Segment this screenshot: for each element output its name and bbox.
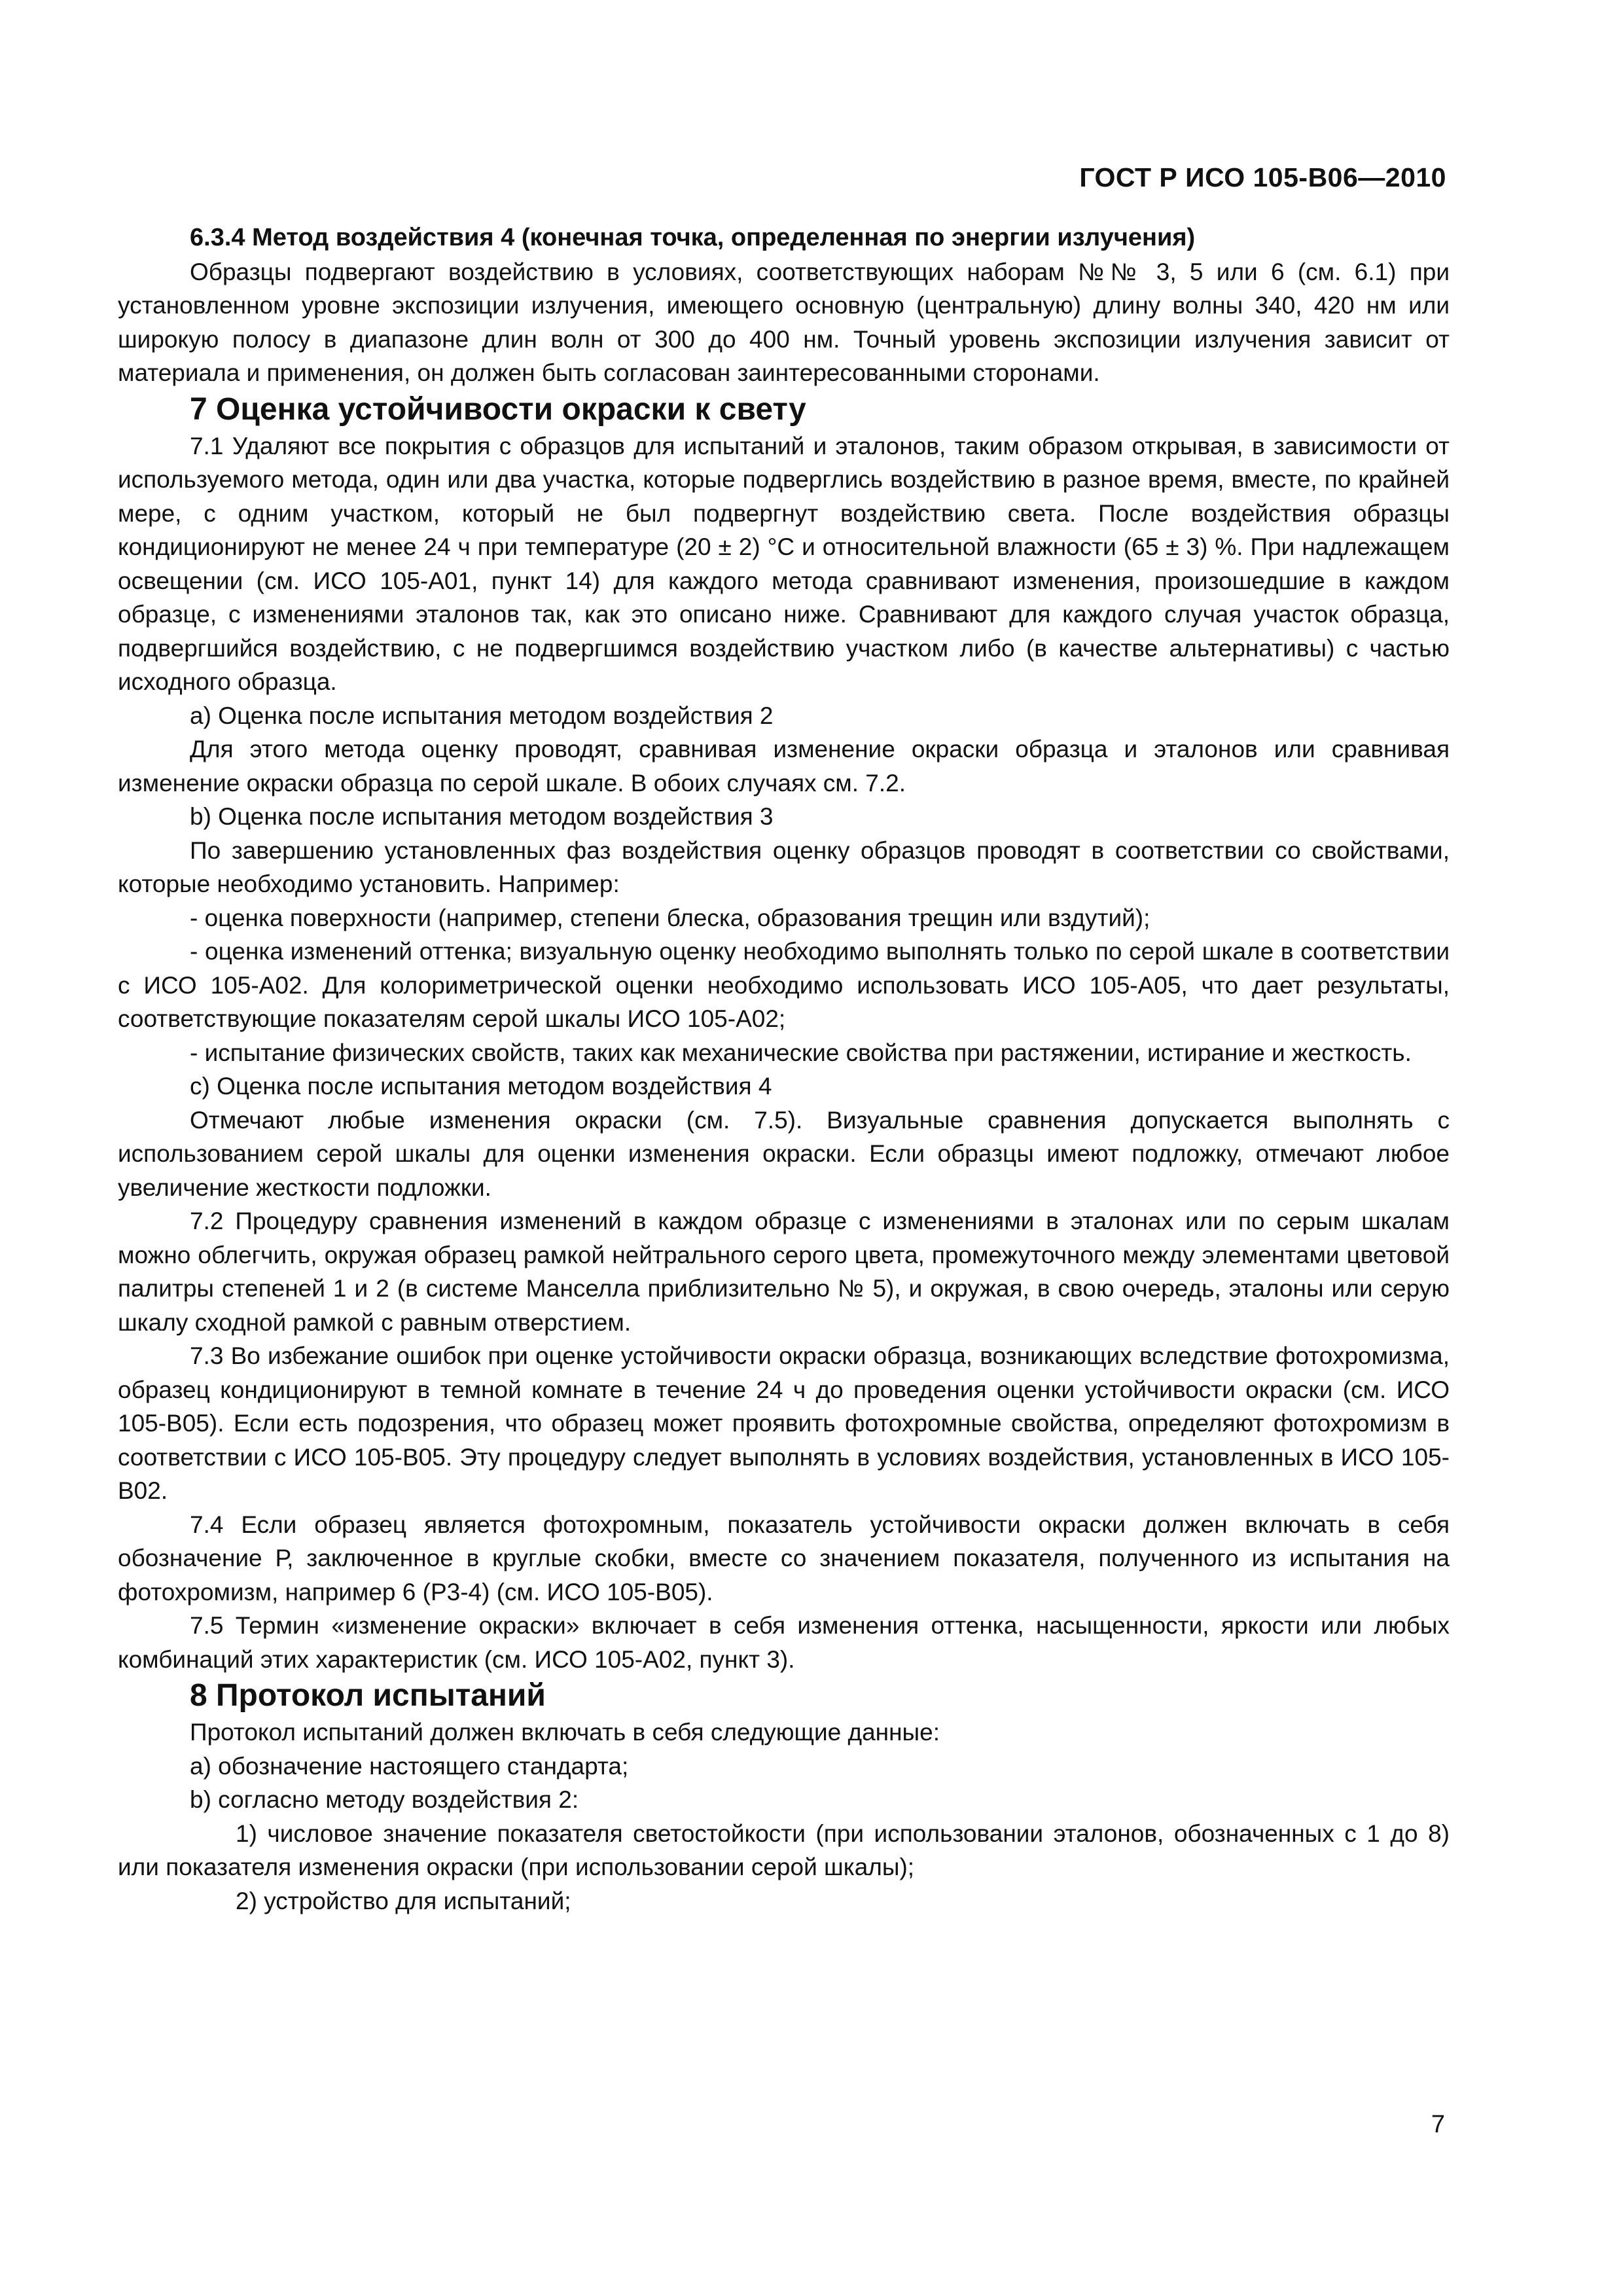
item-b-bullet-3: - испытание физических свойств, таких как механические свойства при растяжении, истирание и жесткость. [190,1039,1412,1066]
paragraph-7-3: 7.3 Во избежание ошибок при оценке устойчивости окраски образца, возникающих вследствие фотохромизма, образец кондиционируют в темной комнате в течение 24 ч до проведения оценки устойчивости окраски (см. ИСО 105-В05). Если есть подозрения, что образец может проявить фотохромные свойства, определяют фотохромизм в соответствии с ИСО 105-В05. Эту процедуру следует выполнять в условиях воздействия, установленных в ИСО 105-В02. [118,1342,1450,1504]
item-b-text: По завершению установленных фаз воздействия оценку образцов проводят в соответствии со свойствами, которые необходимо установить. Например: [118,836,1450,897]
paragraph-7-5: 7.5 Термин «изменение окраски» включает в себя изменения оттенка, насыщенности, яркости или любых комбинаций этих характеристик (см. ИСО 105-А02, пункт 3). [118,1612,1450,1673]
item-b-title: b) Оценка после испытания методом воздействия 3 [190,803,774,830]
item-b-bullet-2: - оценка изменений оттенка; визуальную оценку необходимо выполнять только по серой шкале в соответствии с ИСО 105-А02. Для колориметрической оценки необходимо использовать ИСО 105-А05, что дает результаты, соответствующие показателям серой шкалы ИСО 105-А02; [118,938,1450,1032]
item-a-text: Для этого метода оценку проводят, сравнивая изменение окраски образца и эталонов или сравнивая изменение окраски образца по серой шкале. В обоих случаях см. 7.2. [118,736,1450,797]
report-item-b-2: 2) устройство для испытаний; [236,1887,571,1914]
document-code-header: ГОСТ Р ИСО 105-В06—2010 [1079,162,1446,192]
report-item-b: b) согласно методу воздействия 2: [190,1786,579,1813]
report-item-a: а) обозначение настоящего стандарта; [190,1752,629,1780]
item-a-title: а) Оценка после испытания методом воздействия 2 [190,702,774,729]
section-heading-8: 8 Протокол испытаний [190,1678,546,1713]
section-heading-7: 7 Оценка устойчивости окраски к свету [190,391,806,427]
report-intro: Протокол испытаний должен включать в себя следующие данные: [190,1719,940,1746]
paragraph-6-3-4: Образцы подвергают воздействию в условиях, соответствующих наборам №№ 3, 5 или 6 (см. 6.1) при установленном уровне экспозиции излучения, имеющего основную (центральную) длину волны 340, 420 нм или широкую полосу в диапазоне длин волн от 300 до 400 нм. Точный уровень экспозиции излучения зависит от материала и применения, он должен быть согласован заинтересованными сторонами. [118,258,1450,386]
subsection-heading-6-3-4: 6.3.4 Метод воздействия 4 (конечная точка, определенная по энергии излучения) [190,224,1196,251]
item-c-text: Отмечают любые изменения окраски (см. 7.5). Визуальные сравнения допускается выполнять с использованием серой шкалы для оценки изменения окраски. Если образцы имеют подложку, отмечают любое увеличение жесткости подложки. [118,1106,1450,1201]
page-content [118,221,1450,1918]
paragraph-7-2: 7.2 Процедуру сравнения изменений в каждом образце с изменениями в эталонах или по серым шкалам можно облегчить, окружая образец рамкой нейтрального серого цвета, промежуточного между элементами цветовой палитры степеней 1 и 2 (в системе Манселла приблизительно № 5), и окружая, в свою очередь, эталоны или серую шкалу сходной рамкой с равным отверстием. [118,1208,1450,1336]
page-number: 7 [1431,2111,1445,2138]
report-item-b-1: 1) числовое значение показателя светостойкости (при использовании эталонов, обозначенных с 1 до 8) или показателя изменения окраски (при использовании серой шкалы); [118,1820,1450,1880]
item-c-title: с) Оценка после испытания методом воздействия 4 [190,1073,772,1100]
paragraph-7-1: 7.1 Удаляют все покрытия с образцов для испытаний и эталонов, таким образом открывая, в зависимости от используемого метода, один или два участка, которые подверглись воздействию в разное время, вместе, по крайней мере, с одним участком, который не был подвергнут воздействию света. После воздействия образцы кондиционируют не менее 24 ч при температуре (20 ± 2) °С и относительной влажности (65 ± 3) %. При надлежащем освещении (см. ИСО 105-А01, пункт 14) для каждого метода сравнивают изменения, произошедшие в каждом образце, с изменениями эталонов так, как это описано ниже. Сравнивают для каждого случая участок образца, подвергшийся воздействию, с не подвергшимся воздействию участком либо (в качестве альтернативы) с частью исходного образца. [118,432,1450,695]
paragraph-7-4: 7.4 Если образец является фотохромным, показатель устойчивости окраски должен включать в себя обозначение Р, заключенное в круглые скобки, вместе со значением показателя, полученного из испытания на фотохромизм, например 6 (Р3-4) (см. ИСО 105-В05). [118,1511,1450,1605]
item-b-bullet-1: - оценка поверхности (например, степени блеска, образования трещин или вздутий); [190,904,1150,931]
